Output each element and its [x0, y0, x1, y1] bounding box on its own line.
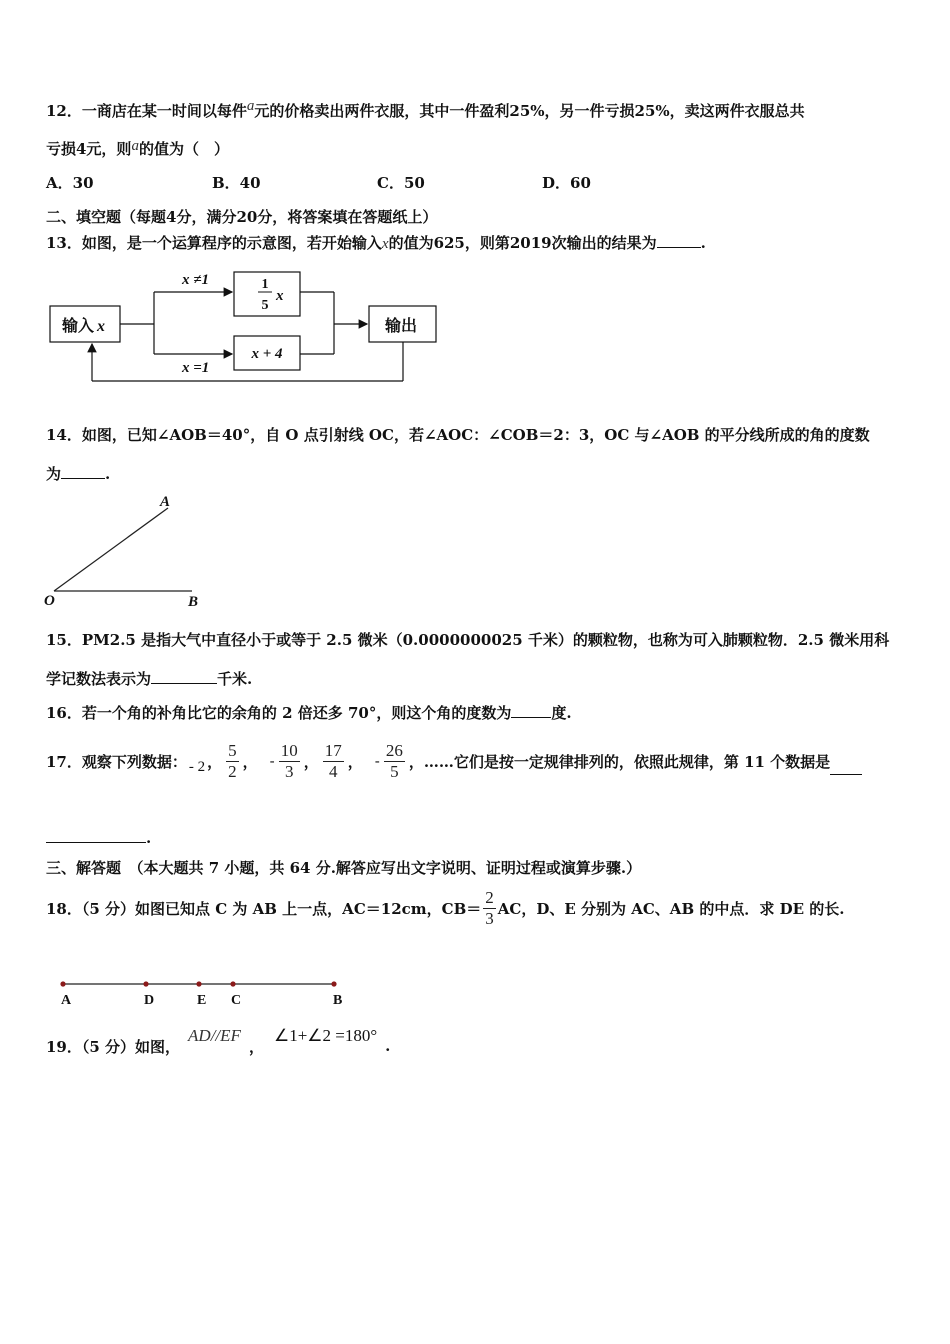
q18-segment-figure	[50, 974, 360, 1014]
label-o: O	[44, 593, 55, 609]
point-d	[143, 981, 148, 986]
q13-text: 13．如图，是一个运算程序的示意图，若开始输入x的值为625，则第2019次输出的结果为 .	[46, 231, 706, 255]
q12-line1: 12．一商店在某一时间以每件a元的价格卖出两件衣服，其中一件盈利25%，另一件亏损25%，卖这两件衣服总共	[46, 98, 805, 120]
q16-text: 16．若一个角的补角比它的余角的 2 倍还多 70°，则这个角的度数为 度.	[46, 701, 572, 724]
svg-text:x: x	[276, 288, 284, 304]
q17-sequence-line: 17．观察下列数据： - 2 ， $\frac{5}{2}$ ， - $\frac{10}{3}$ ， $\frac{17}{4}$ ， - $\frac{26}{5}$ ，……它们是按一定规律排列的，依照此规律，第 11 个数据是	[46, 736, 862, 786]
section-3-heading: 三、解答题 （本大题共 7 小题，共 64 分.解答应写出文字说明、证明过程或演算步骤.）	[46, 859, 642, 877]
q14-line1: 14．如图，已知∠AOB＝40°，自 O 点引射线 OC，若∠AOC：∠COB＝2：3，OC 与∠AOB 的平分线所成的角的度数	[46, 426, 870, 444]
q14-line2: 为 .	[46, 462, 110, 485]
label-b: B	[188, 594, 199, 610]
svg-text:5: 5	[261, 298, 269, 313]
fraction-two-thirds: $\frac{2}{3}$	[485, 887, 494, 928]
q15-line2: 学记数法表示为 千米.	[46, 667, 252, 690]
q12-option-c: C．50	[377, 174, 425, 192]
q18-text: 18．（5 分）如图已知点 C 为 AB 上一点，AC＝12cm，CB＝ $\frac{2}{3}$ AC，D、E 分别为 AC、AB 的中点．求 DE 的长.	[46, 887, 845, 928]
condition-equal-one: x =1	[182, 360, 210, 376]
point-a	[60, 981, 65, 986]
point-c	[230, 981, 235, 986]
q15-line1: 15．PM2.5 是指大气中直径小于或等于 2.5 微米（0.0000000025 千米）的颗粒物，也称为可入肺颗粒物．2.5 微米用科	[46, 631, 890, 649]
q12-option-d: D．60	[542, 174, 591, 192]
seq-term-4: $\frac{17}{4}$	[324, 740, 342, 781]
seq-term-5: $\frac{26}{5}$	[385, 740, 403, 781]
point-e	[196, 981, 201, 986]
point-b	[331, 981, 336, 986]
input-var: x	[97, 318, 105, 335]
seq-term-1: - 2	[188, 758, 206, 775]
svg-text:1: 1	[261, 277, 269, 292]
output-label: 输出	[385, 318, 418, 335]
expr-angle-sum: ∠1+∠2 =180°	[273, 1026, 378, 1045]
var-a: a	[246, 98, 255, 114]
q12-option-b: B．40	[212, 174, 261, 192]
condition-not-equal-one: x ≠1	[182, 272, 209, 288]
q12-option-a: A．30	[46, 174, 94, 192]
q14-angle-figure	[40, 490, 220, 612]
label-point-d: D	[144, 993, 155, 1008]
label-a: A	[160, 494, 171, 510]
label-point-a: A	[61, 993, 72, 1008]
svg-text:x + 4: x + 4	[251, 346, 283, 362]
label-point-c: C	[231, 993, 242, 1008]
q17-line2: .	[46, 826, 151, 849]
q13-flow-diagram	[40, 262, 460, 390]
input-label: 输入	[62, 318, 95, 335]
q12-line2: 亏损4元，则a的值为（ ）	[46, 138, 229, 158]
ray-oa	[54, 508, 168, 591]
label-point-e: E	[197, 993, 207, 1008]
label-point-b: B	[333, 993, 343, 1008]
seq-term-2: $\frac{5}{2}$	[228, 740, 237, 781]
section-2-heading: 二、填空题（每题4分，满分20分，将答案填在答题纸上）	[46, 208, 438, 226]
expr-ad-parallel-ef: AD//EF	[188, 1026, 241, 1045]
seq-term-3: $\frac{10}{3}$	[280, 740, 298, 781]
q19-text: 19．（5 分）如图， AD//EF ， ∠1+∠2 =180° .	[46, 1026, 391, 1056]
